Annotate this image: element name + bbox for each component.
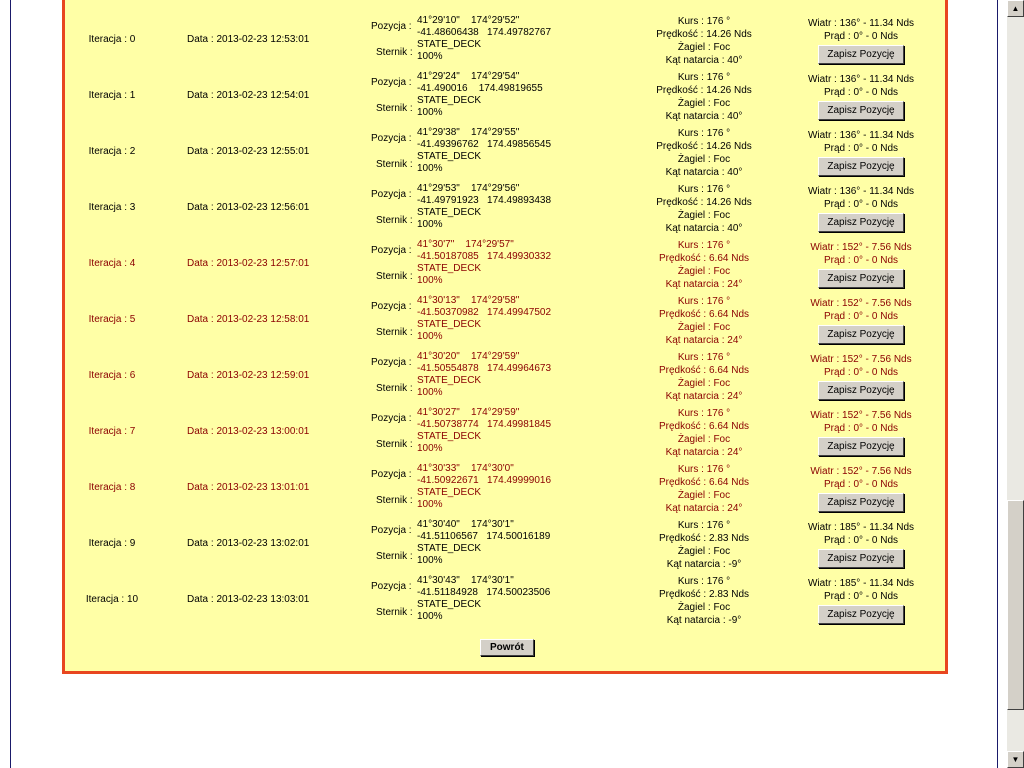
iteration-label: Iteracja : 2 <box>88 146 136 157</box>
helmsman-state: STATE_DECK <box>417 39 482 50</box>
iteration-label: Iteracja : 7 <box>88 426 136 437</box>
table-row <box>65 462 945 518</box>
save-position-button[interactable]: Zapisz Pozycję <box>818 269 903 288</box>
helmsman-percent: 100% <box>417 611 443 622</box>
table-row <box>65 294 945 350</box>
current-value: Prąd : 0° - 0 Nds <box>823 479 899 490</box>
iteration-label: Iteracja : 1 <box>88 90 136 101</box>
course-value: Kurs : 176 ° <box>677 576 731 587</box>
save-position-button[interactable]: Zapisz Pozycję <box>818 549 903 568</box>
position-label: Pozycja : <box>371 245 412 256</box>
wind-value: Wiatr : 136° - 11.34 Nds <box>807 74 915 85</box>
speed-value: Prędkość : 6.64 Nds <box>658 365 750 376</box>
table-row <box>65 182 945 238</box>
course-value: Kurs : 176 ° <box>677 408 731 419</box>
sail-value: Żagiel : Foc <box>677 210 731 221</box>
course-value: Kurs : 176 ° <box>677 16 731 27</box>
speed-value: Prędkość : 14.26 Nds <box>656 85 752 96</box>
sail-value: Żagiel : Foc <box>677 42 731 53</box>
wind-value: Wiatr : 152° - 7.56 Nds <box>810 466 912 477</box>
position-dms: 41°30'43" 174°30'1" <box>417 575 514 586</box>
date-label: Data : 2013-02-23 12:58:01 <box>187 314 310 325</box>
sail-value: Żagiel : Foc <box>677 378 731 389</box>
scroll-up-icon[interactable]: ▲ <box>1007 0 1024 17</box>
speed-value: Prędkość : 2.83 Nds <box>658 589 750 600</box>
helmsman-percent: 100% <box>417 443 443 454</box>
position-label: Pozycja : <box>371 133 412 144</box>
save-position-button[interactable]: Zapisz Pozycję <box>818 101 903 120</box>
position-label: Pozycja : <box>371 21 412 32</box>
speed-value: Prędkość : 6.64 Nds <box>658 253 750 264</box>
angle-value: Kąt natarcia : 24° <box>665 447 743 458</box>
scroll-down-icon[interactable]: ▼ <box>1007 751 1024 768</box>
date-label: Data : 2013-02-23 12:56:01 <box>187 202 310 213</box>
course-value: Kurs : 176 ° <box>677 520 731 531</box>
position-dms: 41°30'13" 174°29'58" <box>417 295 520 306</box>
course-value: Kurs : 176 ° <box>677 72 731 83</box>
current-value: Prąd : 0° - 0 Nds <box>823 423 899 434</box>
position-label: Pozycja : <box>371 469 412 480</box>
helmsman-label: Sternik : <box>376 159 413 170</box>
date-label: Data : 2013-02-23 12:59:01 <box>187 370 310 381</box>
sail-value: Żagiel : Foc <box>677 546 731 557</box>
angle-value: Kąt natarcia : -9° <box>666 615 742 626</box>
angle-value: Kąt natarcia : 40° <box>665 55 743 66</box>
date-label: Data : 2013-02-23 12:54:01 <box>187 90 310 101</box>
position-decimal: -41.51106567 174.50016189 <box>417 531 551 542</box>
helmsman-percent: 100% <box>417 387 443 398</box>
save-position-button[interactable]: Zapisz Pozycję <box>818 45 903 64</box>
iteration-label: Iteracja : 8 <box>88 482 136 493</box>
current-value: Prąd : 0° - 0 Nds <box>823 311 899 322</box>
date-label: Data : 2013-02-23 12:55:01 <box>187 146 310 157</box>
table-row <box>65 518 945 574</box>
helmsman-label: Sternik : <box>376 327 413 338</box>
save-position-button[interactable]: Zapisz Pozycję <box>818 213 903 232</box>
speed-value: Prędkość : 14.26 Nds <box>656 197 752 208</box>
table-row <box>65 238 945 294</box>
sail-value: Żagiel : Foc <box>677 98 731 109</box>
vertical-scrollbar[interactable] <box>1007 0 1024 768</box>
wind-value: Wiatr : 136° - 11.34 Nds <box>807 130 915 141</box>
speed-value: Prędkość : 2.83 Nds <box>658 533 750 544</box>
angle-value: Kąt natarcia : 40° <box>665 167 743 178</box>
helmsman-label: Sternik : <box>376 383 413 394</box>
position-decimal: -41.51184928 174.50023506 <box>417 587 551 598</box>
helmsman-state: STATE_DECK <box>417 207 482 218</box>
helmsman-percent: 100% <box>417 51 443 62</box>
table-row <box>65 406 945 462</box>
position-decimal: -41.50370982 174.49947502 <box>417 307 552 318</box>
helmsman-percent: 100% <box>417 275 443 286</box>
iteration-label: Iteracja : 5 <box>88 314 136 325</box>
wind-value: Wiatr : 185° - 11.34 Nds <box>807 522 915 533</box>
helmsman-state: STATE_DECK <box>417 375 482 386</box>
helmsman-percent: 100% <box>417 163 443 174</box>
position-decimal: -41.490016 174.49819655 <box>417 83 543 94</box>
wind-value: Wiatr : 185° - 11.34 Nds <box>807 578 915 589</box>
position-dms: 41°30'33" 174°30'0" <box>417 463 514 474</box>
current-value: Prąd : 0° - 0 Nds <box>823 199 899 210</box>
results-panel <box>62 0 948 674</box>
wind-value: Wiatr : 152° - 7.56 Nds <box>810 298 912 309</box>
helmsman-label: Sternik : <box>376 47 413 58</box>
position-dms: 41°30'27" 174°29'59" <box>417 407 520 418</box>
table-row <box>65 574 945 630</box>
helmsman-state: STATE_DECK <box>417 599 482 610</box>
wind-value: Wiatr : 152° - 7.56 Nds <box>810 354 912 365</box>
wind-value: Wiatr : 152° - 7.56 Nds <box>810 410 912 421</box>
current-value: Prąd : 0° - 0 Nds <box>823 591 899 602</box>
course-value: Kurs : 176 ° <box>677 464 731 475</box>
sail-value: Żagiel : Foc <box>677 434 731 445</box>
sail-value: Żagiel : Foc <box>677 322 731 333</box>
speed-value: Prędkość : 6.64 Nds <box>658 477 750 488</box>
course-value: Kurs : 176 ° <box>677 296 731 307</box>
speed-value: Prędkość : 6.64 Nds <box>658 309 750 320</box>
angle-value: Kąt natarcia : 24° <box>665 391 743 402</box>
date-label: Data : 2013-02-23 13:03:01 <box>187 594 310 605</box>
date-label: Data : 2013-02-23 13:01:01 <box>187 482 310 493</box>
course-value: Kurs : 176 ° <box>677 240 731 251</box>
iteration-label: Iteracja : 0 <box>88 34 136 45</box>
angle-value: Kąt natarcia : 24° <box>665 279 743 290</box>
course-value: Kurs : 176 ° <box>677 352 731 363</box>
helmsman-state: STATE_DECK <box>417 151 482 162</box>
angle-value: Kąt natarcia : 40° <box>665 111 743 122</box>
position-decimal: -41.50922671 174.49999016 <box>417 475 552 486</box>
helmsman-label: Sternik : <box>376 495 413 506</box>
helmsman-state: STATE_DECK <box>417 543 482 554</box>
position-dms: 41°29'38" 174°29'55" <box>417 127 520 138</box>
course-value: Kurs : 176 ° <box>677 128 731 139</box>
current-value: Prąd : 0° - 0 Nds <box>823 143 899 154</box>
position-label: Pozycja : <box>371 357 412 368</box>
current-value: Prąd : 0° - 0 Nds <box>823 87 899 98</box>
position-dms: 41°29'10" 174°29'52" <box>417 15 520 26</box>
helmsman-percent: 100% <box>417 107 443 118</box>
date-label: Data : 2013-02-23 12:53:01 <box>187 34 310 45</box>
course-value: Kurs : 176 ° <box>677 184 731 195</box>
position-decimal: -41.50554878 174.49964673 <box>417 363 552 374</box>
iteration-label: Iteracja : 10 <box>85 594 139 605</box>
page-right-border <box>997 0 998 768</box>
date-label: Data : 2013-02-23 13:00:01 <box>187 426 310 437</box>
position-decimal: -41.50187085 174.49930332 <box>417 251 552 262</box>
position-label: Pozycja : <box>371 525 412 536</box>
current-value: Prąd : 0° - 0 Nds <box>823 255 899 266</box>
position-dms: 41°29'24" 174°29'54" <box>417 71 520 82</box>
helmsman-label: Sternik : <box>376 215 413 226</box>
helmsman-state: STATE_DECK <box>417 95 482 106</box>
helmsman-label: Sternik : <box>376 271 413 282</box>
sail-value: Żagiel : Foc <box>677 602 731 613</box>
helmsman-state: STATE_DECK <box>417 319 482 330</box>
position-dms: 41°30'20" 174°29'59" <box>417 351 520 362</box>
date-label: Data : 2013-02-23 12:57:01 <box>187 258 310 269</box>
position-label: Pozycja : <box>371 301 412 312</box>
position-label: Pozycja : <box>371 413 412 424</box>
iteration-label: Iteracja : 3 <box>88 202 136 213</box>
save-position-button[interactable]: Zapisz Pozycję <box>818 605 903 624</box>
position-label: Pozycja : <box>371 581 412 592</box>
date-label: Data : 2013-02-23 13:02:01 <box>187 538 310 549</box>
helmsman-percent: 100% <box>417 555 443 566</box>
helmsman-percent: 100% <box>417 219 443 230</box>
save-position-button[interactable]: Zapisz Pozycję <box>818 325 903 344</box>
helmsman-label: Sternik : <box>376 439 413 450</box>
position-decimal: -41.49396762 174.49856545 <box>417 139 552 150</box>
save-position-button[interactable]: Zapisz Pozycję <box>818 157 903 176</box>
sail-value: Żagiel : Foc <box>677 490 731 501</box>
position-label: Pozycja : <box>371 189 412 200</box>
current-value: Prąd : 0° - 0 Nds <box>823 367 899 378</box>
scrollbar-thumb[interactable] <box>1007 500 1024 710</box>
angle-value: Kąt natarcia : 24° <box>665 503 743 514</box>
current-value: Prąd : 0° - 0 Nds <box>823 535 899 546</box>
angle-value: Kąt natarcia : 24° <box>665 335 743 346</box>
helmsman-label: Sternik : <box>376 103 413 114</box>
speed-value: Prędkość : 14.26 Nds <box>656 141 752 152</box>
save-position-button[interactable]: Zapisz Pozycję <box>818 381 903 400</box>
wind-value: Wiatr : 152° - 7.56 Nds <box>810 242 912 253</box>
position-decimal: -41.48606438 174.49782767 <box>417 27 552 38</box>
table-row <box>65 126 945 182</box>
iteration-label: Iteracja : 4 <box>88 258 136 269</box>
helmsman-label: Sternik : <box>376 551 413 562</box>
helmsman-percent: 100% <box>417 331 443 342</box>
angle-value: Kąt natarcia : 40° <box>665 223 743 234</box>
helmsman-percent: 100% <box>417 499 443 510</box>
table-row <box>65 70 945 126</box>
helmsman-state: STATE_DECK <box>417 263 482 274</box>
helmsman-state: STATE_DECK <box>417 487 482 498</box>
speed-value: Prędkość : 14.26 Nds <box>656 29 752 40</box>
angle-value: Kąt natarcia : -9° <box>666 559 742 570</box>
table-row <box>65 14 945 70</box>
speed-value: Prędkość : 6.64 Nds <box>658 421 750 432</box>
position-label: Pozycja : <box>371 77 412 88</box>
save-position-button[interactable]: Zapisz Pozycję <box>818 493 903 512</box>
wind-value: Wiatr : 136° - 11.34 Nds <box>807 18 915 29</box>
page-left-border <box>10 0 11 768</box>
helmsman-state: STATE_DECK <box>417 431 482 442</box>
table-row <box>65 350 945 406</box>
save-position-button[interactable]: Zapisz Pozycję <box>818 437 903 456</box>
iteration-label: Iteracja : 9 <box>88 538 136 549</box>
sail-value: Żagiel : Foc <box>677 154 731 165</box>
position-dms: 41°30'7" 174°29'57" <box>417 239 514 250</box>
back-button[interactable]: Powrót <box>480 639 534 656</box>
sail-value: Żagiel : Foc <box>677 266 731 277</box>
position-dms: 41°30'40" 174°30'1" <box>417 519 514 530</box>
position-decimal: -41.50738774 174.49981845 <box>417 419 552 430</box>
helmsman-label: Sternik : <box>376 607 413 618</box>
wind-value: Wiatr : 136° - 11.34 Nds <box>807 186 915 197</box>
position-decimal: -41.49791923 174.49893438 <box>417 195 552 206</box>
current-value: Prąd : 0° - 0 Nds <box>823 31 899 42</box>
position-dms: 41°29'53" 174°29'56" <box>417 183 520 194</box>
iteration-label: Iteracja : 6 <box>88 370 136 381</box>
